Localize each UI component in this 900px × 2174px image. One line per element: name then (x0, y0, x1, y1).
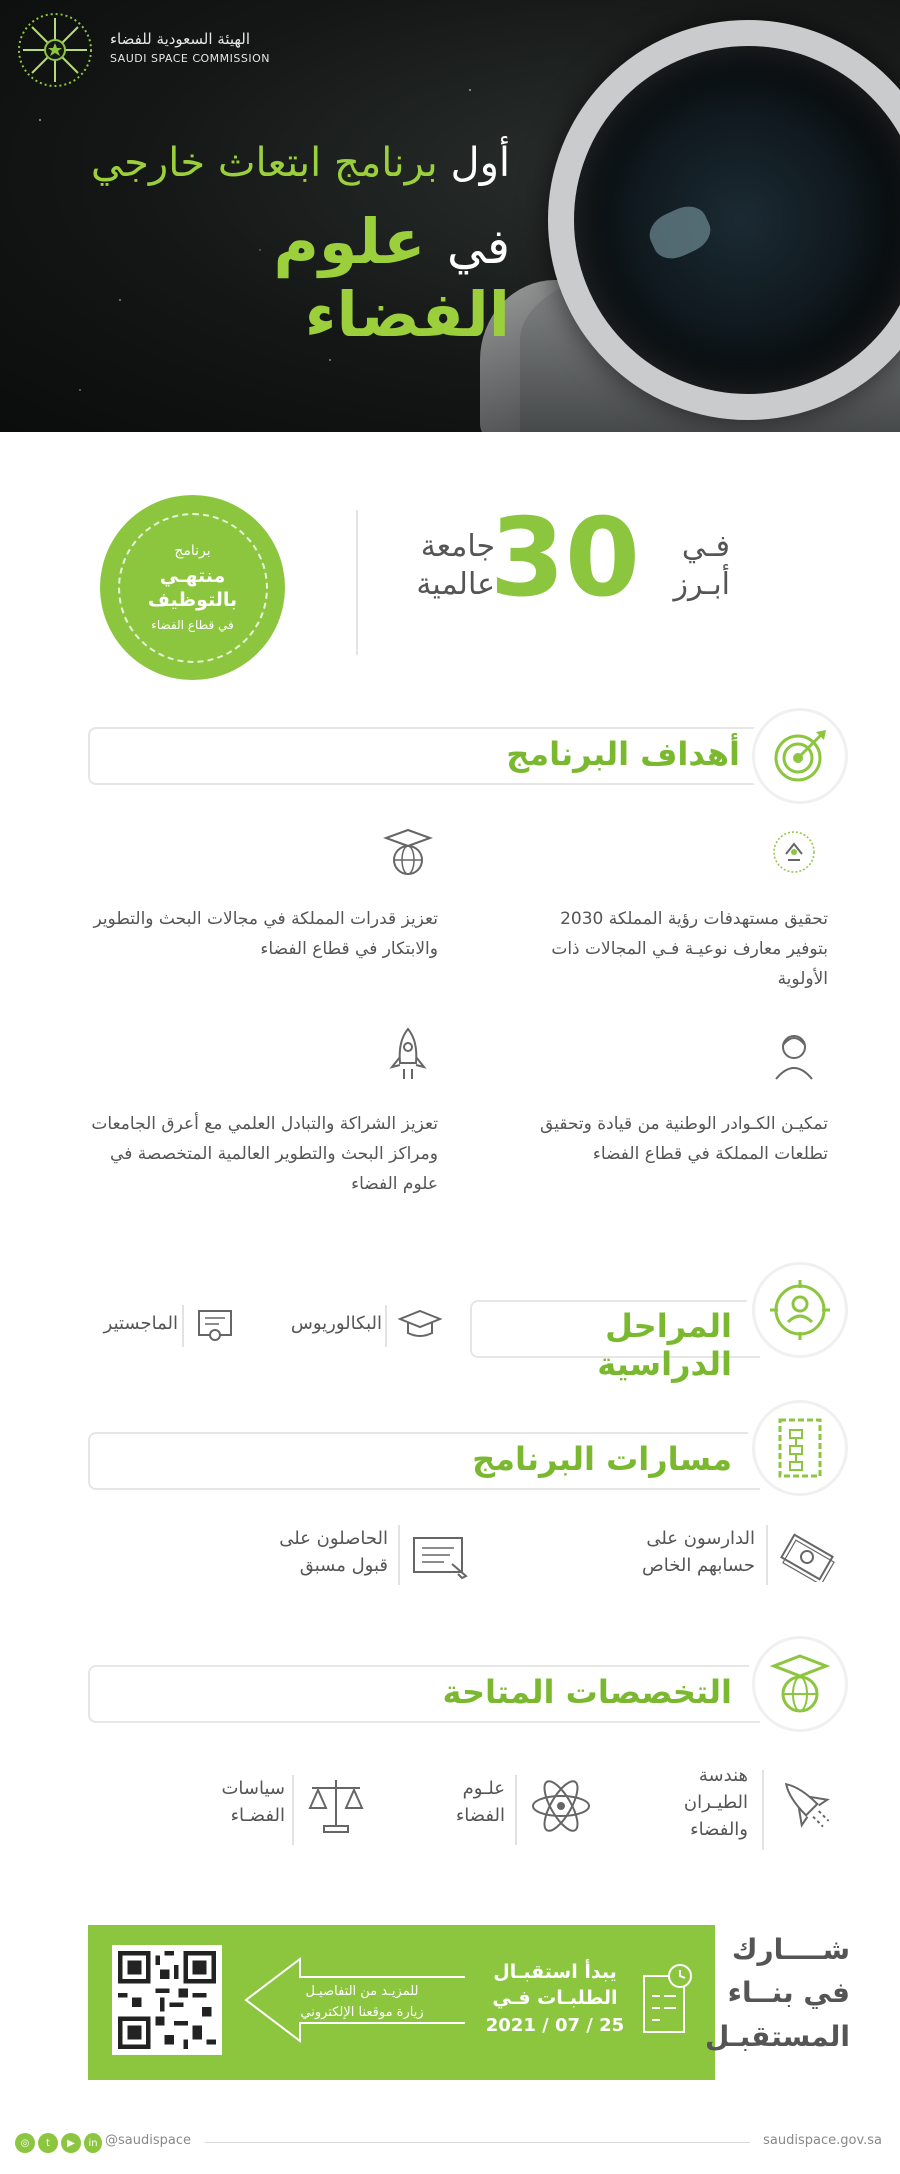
specialty-space-science (405, 1775, 505, 1829)
stages-separator-2 (182, 1305, 184, 1347)
graduation-cap-icon (395, 1300, 445, 1350)
hero-title-main: علوم الفضاء (273, 205, 510, 351)
hero-title-first-word: أول (450, 140, 510, 186)
tracks-separator-2 (398, 1525, 400, 1585)
stages-separator-1 (385, 1305, 387, 1347)
rocket-icon (378, 1025, 438, 1085)
org-name-english: SAUDI SPACE COMMISSION (110, 52, 271, 65)
acceptance-letter-icon (408, 1525, 472, 1589)
stat-suffix-line-1: جامعة (420, 529, 495, 564)
linkedin-icon[interactable]: in (84, 2133, 102, 2153)
specialty-space-policy-line-1: سياسات (221, 1778, 285, 1799)
instagram-icon[interactable]: ◎ (15, 2133, 35, 2153)
space-shuttle-icon (770, 1768, 842, 1840)
tracks-title: مسارات البرنامج (472, 1440, 732, 1478)
specialty-aerospace-line-3: والفضاء (690, 1819, 748, 1840)
badge-middle-text-2: بالتوظيف (147, 588, 238, 611)
website-info-line-1: للمزيـد من التفاصيـل (305, 1984, 419, 1999)
website-link[interactable]: saudispace.gov.sa (763, 2133, 882, 2148)
person-icon (764, 1025, 824, 1085)
track-pre-admitted-line-2: قبول مسبق (299, 1555, 388, 1576)
specialties-separator-3 (292, 1775, 294, 1845)
specialty-space-policy-line-2: الفضـاء (230, 1805, 285, 1826)
stat-prefix-line-1: فـي (681, 529, 730, 564)
track-self-funded-line-2: حسابهم الخاص (641, 1555, 755, 1576)
hero-title-line-2 (50, 205, 510, 351)
cta-slogan-line-3: المستقبـل (705, 2019, 850, 2053)
specialty-space-policy (185, 1775, 285, 1829)
track-self-funded (585, 1525, 755, 1579)
badge-top-text: برنامج (174, 542, 211, 559)
flowchart-document-icon (752, 1400, 848, 1496)
hero-banner (0, 0, 900, 432)
specialty-aerospace-line-2: الطيـران (683, 1792, 748, 1813)
twitter-icon[interactable]: t (38, 2133, 58, 2153)
badge-inner-ring (118, 513, 268, 663)
target-icon (752, 708, 848, 804)
certificate-icon (190, 1300, 240, 1350)
specialty-aerospace (648, 1762, 748, 1843)
employment-badge (100, 495, 285, 680)
stat-prefix (640, 528, 730, 603)
badge-middle-text-1: منتهـي (159, 564, 226, 587)
goal-text-3: تمكيـن الكـوادر الوطنية من قيادة وتحقيق تطلعات المملكة في قطاع الفضاء (540, 1114, 828, 1164)
track-pre-admitted-line-1: الحاصلون على (279, 1528, 388, 1549)
application-start-line-1: يبدأ استقبـال (493, 1961, 617, 1983)
website-info-text (262, 1982, 462, 2024)
specialty-space-science-line-2: الفضاء (455, 1805, 505, 1826)
specialty-aerospace-line-1: هندسة (698, 1765, 748, 1786)
track-self-funded-line-1: الدارسون على (646, 1528, 755, 1549)
cta-slogan (700, 1928, 850, 2058)
stat-suffix-line-2: عالمية (416, 566, 495, 602)
specialties-separator-2 (515, 1775, 517, 1845)
goal-text-2: تعزيز قدرات المملكة في مجالات البحث والتطوير والابتكار في قطاع الفضاء (93, 909, 438, 959)
qr-code[interactable] (112, 1945, 222, 2055)
hero-title-program: برنامج ابتعاث خارجي (90, 140, 438, 186)
graduation-globe-green-icon (752, 1636, 848, 1732)
stage-master: الماجستير (103, 1313, 178, 1334)
stat-prefix-line-2: أبـرز (673, 566, 730, 602)
balance-scale-icon (300, 1770, 372, 1842)
badge-bottom-text: في قطاع الفضاء (151, 618, 234, 633)
graduation-globe-icon (378, 822, 438, 882)
specialties-title: التخصصات المتاحة (442, 1673, 732, 1711)
stage-bachelor: البكالوريوس (290, 1313, 382, 1334)
track-pre-admitted (218, 1525, 388, 1579)
goal-text-1: تحقيق مستهدفات رؤية المملكة 2030 بتوفير معارف نوعيـة فـي المجالات ذات الأولوية (551, 909, 828, 989)
specialty-space-science-line-1: علـوم (462, 1778, 505, 1799)
goals-title: أهداف البرنامج (506, 735, 740, 773)
calendar-clock-icon (640, 1962, 695, 2037)
hero-title-prefix: في (447, 219, 510, 275)
stats-divider (356, 510, 358, 655)
goal-text-4: تعزيز الشراكة والتبادل العلمي مع أعرق الجامعات ومراكز البحث والتطوير العالمية المتخصصة في علوم الفضاء (91, 1114, 438, 1194)
application-start-line-2: الطلبـات فـي (492, 1986, 618, 2009)
money-icon (775, 1525, 839, 1589)
stages-title: المراحل الدراسية (597, 1307, 732, 1383)
specialties-separator-1 (762, 1770, 764, 1850)
vision-2030-emblem-icon (764, 822, 824, 882)
application-date: 2021 / 07 / 25 (485, 2015, 625, 2037)
cta-slogan-line-2: في بنــاء (727, 1976, 850, 2010)
saudi-space-commission-logo (15, 10, 95, 90)
website-info-line-2: زيارة موقعنا الإلكتروني (300, 2004, 424, 2020)
social-handle[interactable]: @saudispace (105, 2133, 191, 2148)
stat-suffix (385, 528, 495, 603)
tracks-separator-1 (766, 1525, 768, 1585)
org-name-arabic: الهيئة السعودية للفضاء (110, 30, 251, 48)
application-start (480, 1960, 630, 2036)
person-target-icon (752, 1262, 848, 1358)
footer-divider (205, 2142, 750, 2143)
atom-icon (525, 1770, 597, 1842)
cta-slogan-line-1: شــــارك (731, 1933, 850, 1966)
hero-title-line-1 (50, 140, 510, 186)
youtube-icon[interactable]: ▶ (61, 2133, 81, 2153)
universities-count: 30 (489, 496, 640, 621)
